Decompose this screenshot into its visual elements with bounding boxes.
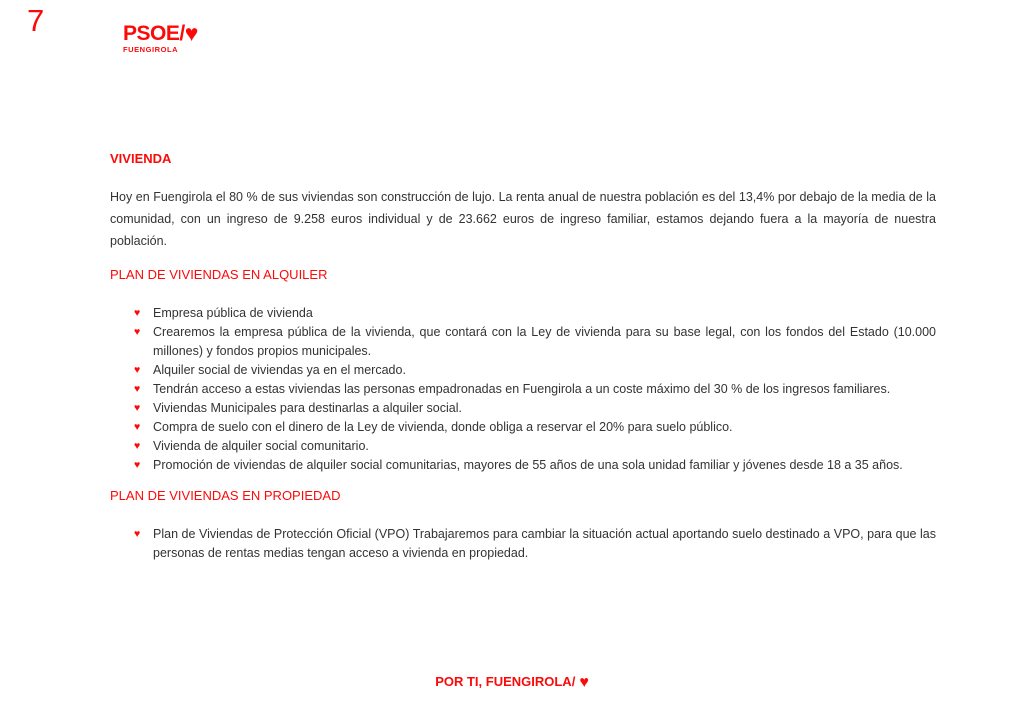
list-item-text: Plan de Viviendas de Protección Oficial (VPO) Trabajaremos para cambiar la situación actual aportando suelo destinado a VPO, para que las personas de rentas medias tengan acceso a vivienda en propiedad. [153,527,936,560]
logo-subtitle: FUENGIROLA [123,45,179,54]
list-item-text: Tendrán acceso a estas viviendas las personas empadronadas en Fuengirola a un coste máximo del 30 % de los ingresos familiares. [153,382,891,396]
list-item-text: Promoción de viviendas de alquiler social comunitarias, mayores de 55 años de una sola unidad familiar y jóvenes desde 18 a 35 años. [153,458,903,472]
list-item [110,418,936,437]
bullet-list-propiedad [110,525,936,563]
logo-title: PSOE/ [123,22,185,45]
list-item-text: Empresa pública de vivienda [153,306,313,320]
list-item [110,437,936,456]
footer-text: POR TI, FUENGIROLA/ [435,674,576,689]
list-item-text: Crearemos la empresa pública de la vivienda, que contará con la Ley de vivienda para su base legal, con los fondos del Estado (10.000 millones) y fondos propios municipales. [153,325,936,358]
list-item [110,525,936,563]
list-item [110,304,936,323]
list-item-text: Alquiler social de viviendas ya en el mercado. [153,363,406,377]
intro-paragraph: Hoy en Fuengirola el 80 % de sus viviendas son construcción de lujo. La renta anual de nuestra población es del 13,4% por debajo de la media de la comunidad, con un ingreso de 9.258 euros individual y de 23.662 euros de ingreso familiar, estamos dejando fuera a la mayoría de nuestra población. [110,190,936,248]
list-item [110,456,936,475]
heart-icon: ♥ [579,674,589,691]
heart-bullet-icon: ♥ [134,364,141,376]
heart-bullet-icon: ♥ [134,402,141,414]
document-content [110,152,936,577]
heading-plan-propiedad: PLAN DE VIVIENDAS EN PROPIEDAD [110,488,341,503]
list-item [110,361,936,380]
heart-bullet-icon: ♥ [134,383,141,395]
psoe-fuengirola-logo [123,20,198,54]
list-item-text: Vivienda de alquiler social comunitario. [153,439,369,453]
page-number: 7 [27,3,45,38]
list-item-text: Viviendas Municipales para destinarlas a alquiler social. [153,401,462,415]
logo-wordmark [123,20,198,47]
heart-bullet-icon: ♥ [134,326,141,338]
list-item [110,399,936,418]
bullet-list-alquiler [110,304,936,475]
heading-plan-alquiler: PLAN DE VIVIENDAS EN ALQUILER [110,267,328,282]
list-item [110,323,936,361]
heart-bullet-icon: ♥ [134,459,141,471]
list-item [110,380,936,399]
heart-bullet-icon: ♥ [134,307,141,319]
heading-vivienda: VIVIENDA [110,151,172,166]
list-item-text: Compra de suelo con el dinero de la Ley de vivienda, donde obliga a reservar el 20% para suelo público. [153,420,733,434]
heart-bullet-icon: ♥ [134,421,141,433]
heart-bullet-icon: ♥ [134,528,141,540]
footer-slogan [0,674,1024,691]
heart-bullet-icon: ♥ [134,440,141,452]
heart-icon: ♥ [184,20,198,47]
